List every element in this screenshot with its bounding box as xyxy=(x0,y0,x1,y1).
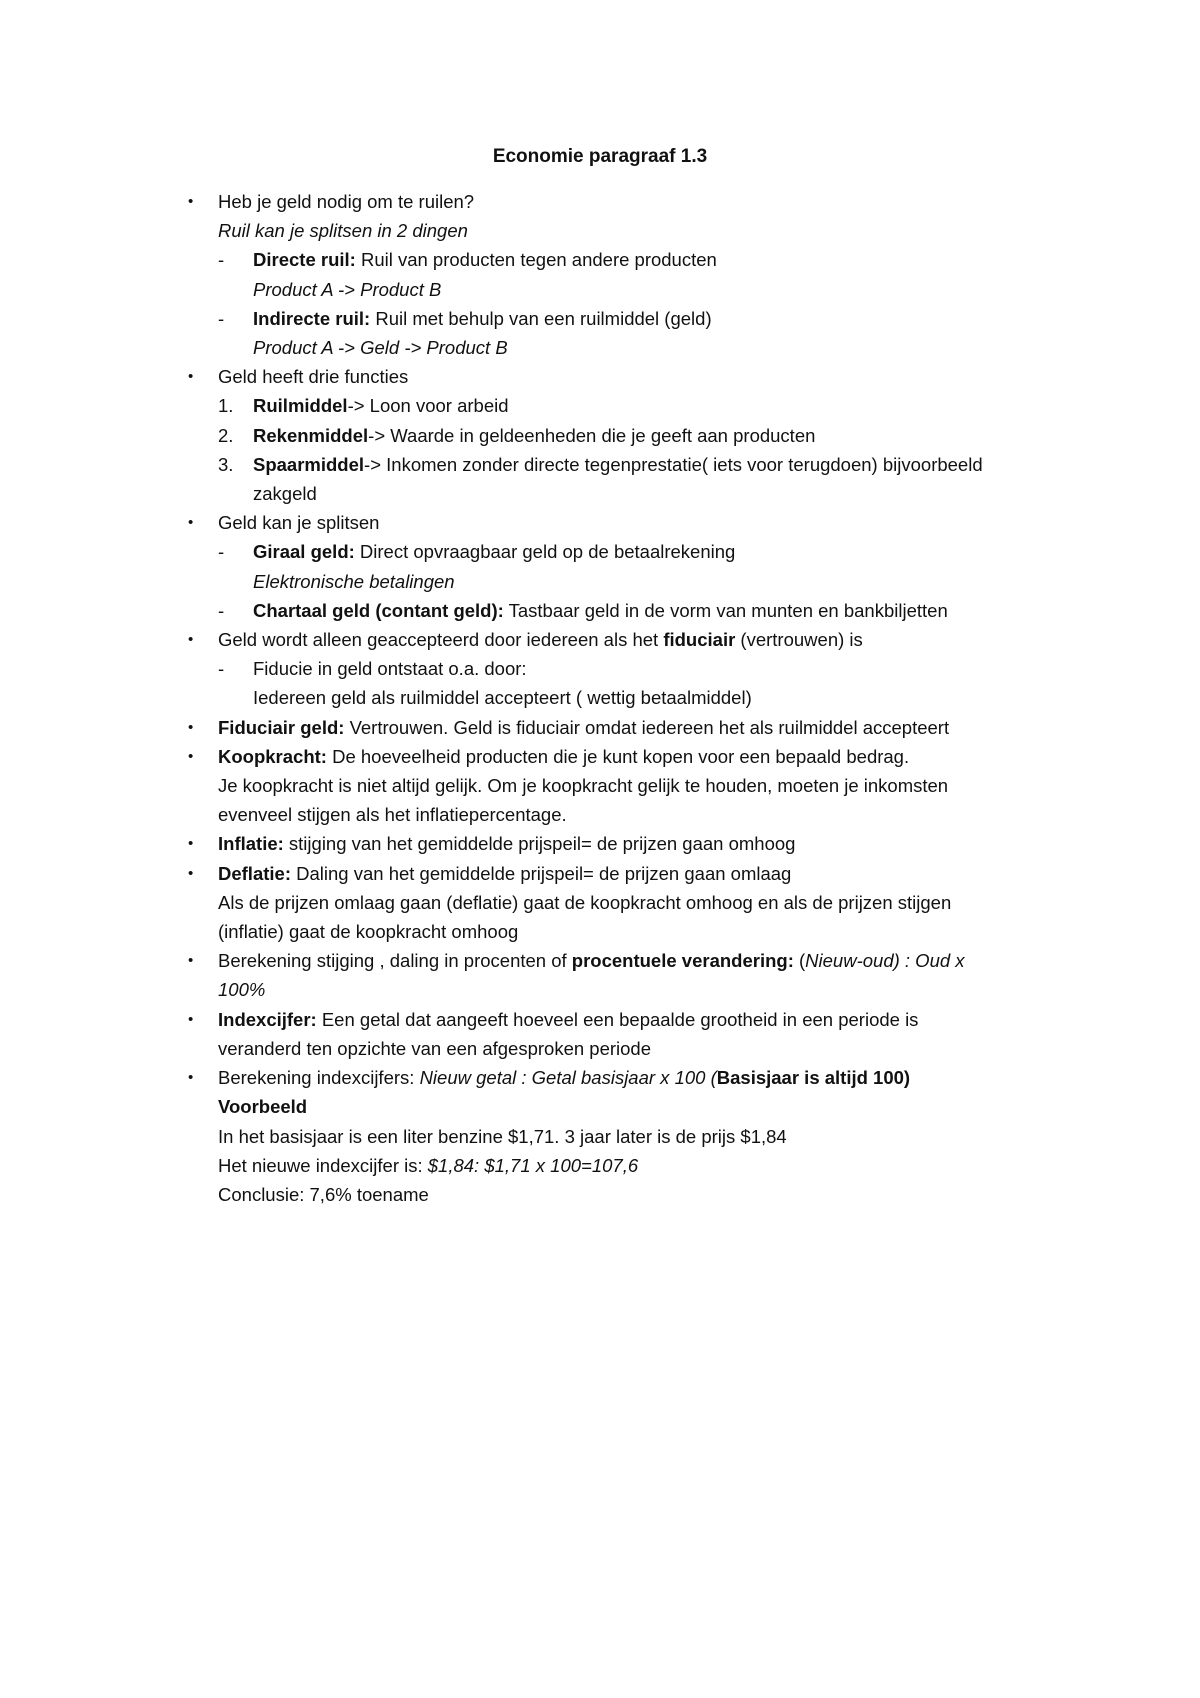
number-marker: 2. xyxy=(218,424,234,446)
list-item: - Directe ruil: Ruil van producten tegen andere producten xyxy=(186,245,1086,274)
list-item: - Giraal geld: Direct opvraagbaar geld op de betaalrekening xyxy=(186,537,1086,566)
list-item: • Deflatie: Daling van het gemiddelde prijspeil= de prijzen gaan omlaag xyxy=(186,859,1086,888)
list-item: - Fiducie in geld ontstaat o.a. door: xyxy=(186,654,1086,683)
list-item-subtext: Product A -> Geld -> Product B xyxy=(253,337,508,359)
list-item: • Geld heeft drie functies xyxy=(186,362,1086,391)
bullet-marker: • xyxy=(188,368,194,386)
bullet-marker: • xyxy=(188,631,194,649)
document-title: Economie paragraaf 1.3 xyxy=(492,146,708,167)
list-item: • Koopkracht: De hoeveelheid producten die je kunt kopen voor een bepaald bedrag. xyxy=(186,742,1086,771)
list-item: • Indexcijfer: Een getal dat aangeeft hoeveel een bepaalde grootheid in een periode is xyxy=(186,1005,1086,1034)
list-item: • Heb je geld nodig om te ruilen? xyxy=(186,187,1086,216)
dash-marker: - xyxy=(218,307,225,329)
list-item-subtext: In het basisjaar is een liter benzine $1,71. 3 jaar later is de prijs $1,84 xyxy=(218,1125,787,1147)
list-item-subtext: Je koopkracht is niet altijd gelijk. Om je koopkracht gelijk te houden, moeten je inkomsten xyxy=(218,775,949,797)
list-item-subtext: Het nieuwe indexcijfer is: $1,84: $1,71 x 100=107,6 xyxy=(218,1154,639,1176)
list-item: - Indirecte ruil: Ruil met behulp van een ruilmiddel (geld) xyxy=(186,304,1086,333)
list-item: - Chartaal geld (contant geld): Tastbaar geld in de vorm van munten en bankbiljetten xyxy=(186,596,1086,625)
dash-marker: - xyxy=(218,658,225,680)
list-item-subtext: Ruil kan je splitsen in 2 dingen xyxy=(218,220,468,242)
list-item-subtext: Product A -> Product B xyxy=(253,278,442,300)
list-item: • Berekening indexcijfers: Nieuw getal : Getal basisjaar x 100 (Basisjaar is altijd 100) xyxy=(186,1063,1086,1092)
list-item: • Inflatie: stijging van het gemiddelde prijspeil= de prijzen gaan omhoog xyxy=(186,829,1086,858)
number-marker: 3. xyxy=(218,453,234,475)
list-item: • Geld kan je splitsen xyxy=(186,508,1086,537)
number-marker: 1. xyxy=(218,395,234,417)
bullet-marker: • xyxy=(188,864,194,882)
list-item-subtext: evenveel stijgen als het inflatiepercentage. xyxy=(218,804,567,826)
bullet-marker: • xyxy=(188,718,194,736)
list-item-subtext: Elektronische betalingen xyxy=(253,570,455,592)
list-item-subtext: zakgeld xyxy=(253,483,317,505)
dash-marker: - xyxy=(218,599,225,621)
list-item-subtext: 100% xyxy=(218,979,266,1001)
list-item: • Berekening stijging , daling in procenten of procentuele verandering: (Nieuw-oud) : Oud x xyxy=(186,946,1086,975)
list-item-subtext: veranderd ten opzichte van een afgesproken periode xyxy=(218,1037,651,1059)
dash-marker: - xyxy=(218,541,225,563)
bullet-marker: • xyxy=(188,952,194,970)
bullet-marker: • xyxy=(188,1010,194,1028)
bullet-marker: • xyxy=(188,747,194,765)
example-heading: Voorbeeld xyxy=(218,1096,308,1118)
list-item-subtext: (inflatie) gaat de koopkracht omhoog xyxy=(218,921,519,943)
dash-marker: - xyxy=(218,249,225,271)
numbered-item: 3. Spaarmiddel-> Inkomen zonder directe tegenprestatie( iets voor terugdoen) bijvoorbeeld xyxy=(186,450,1086,479)
document-body xyxy=(186,187,1086,1209)
list-item: • Fiduciair geld: Vertrouwen. Geld is fiduciair omdat iedereen het als ruilmiddel accepteert xyxy=(186,713,1086,742)
numbered-item: 1. Ruilmiddel-> Loon voor arbeid xyxy=(186,391,1086,420)
list-item-subtext: Iedereen geld als ruilmiddel accepteert ( wettig betaalmiddel) xyxy=(253,687,752,709)
numbered-item: 2. Rekenmiddel-> Waarde in geldeenheden die je geeft aan producten xyxy=(186,421,1086,450)
list-item-subtext: Conclusie: 7,6% toename xyxy=(218,1183,429,1205)
bullet-marker: • xyxy=(188,193,194,210)
list-item-subtext: Als de prijzen omlaag gaan (deflatie) gaat de koopkracht omhoog en als de prijzen stijgen xyxy=(218,891,952,913)
bullet-marker: • xyxy=(188,1069,194,1087)
bullet-marker: • xyxy=(188,835,194,853)
list-item: • Geld wordt alleen geaccepteerd door iedereen als het fiduciair (vertrouwen) is xyxy=(186,625,1086,654)
bullet-marker: • xyxy=(188,514,194,532)
